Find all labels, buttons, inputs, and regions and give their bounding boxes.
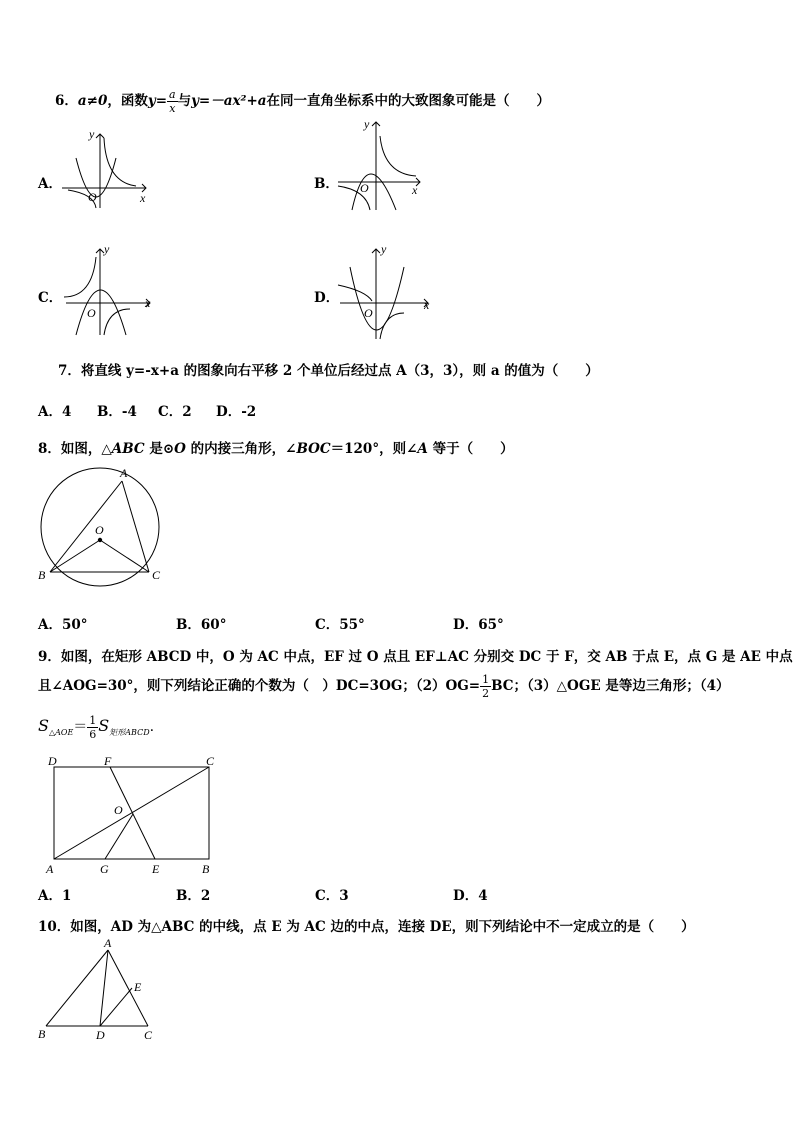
q6-option-c-graph[interactable] [60, 243, 160, 337]
q10-point-b: B [38, 1027, 46, 1041]
q8-circle-figure [34, 462, 170, 588]
q10-point-c: C [144, 1028, 153, 1042]
q9-point-d: D [48, 754, 57, 768]
q10-stem: 10．如图，AD 为△ABC 的中线，点 E 为 AC 边的中点，连接 DE，则下列结论中不一定成立的是（ ） [38, 919, 695, 935]
q6-option-d-label[interactable]: D． [314, 290, 340, 306]
q6-func1-denominator: x [169, 102, 176, 115]
q10-point-d: D [96, 1028, 105, 1042]
q8-point-b: B [38, 568, 46, 582]
q8-text-4: 等于（ ） [427, 441, 514, 457]
q9-option-b[interactable]: B．2 [176, 888, 211, 904]
q10-point-a: A [104, 936, 112, 950]
q6-text-2: 与 [177, 93, 192, 109]
q9-point-b: B [202, 862, 210, 876]
q8-text-2: 的内接三角形， [185, 441, 286, 457]
q8-circle: ⊙O [162, 441, 186, 457]
q9-area-subscript-2: 矩形ABCD [109, 727, 150, 737]
q9-fraction-sixth [87, 714, 98, 741]
q6-a-x-axis-label: x [140, 191, 146, 205]
q9-point-g: G [100, 862, 109, 876]
q6-option-c-label[interactable]: C． [38, 290, 63, 306]
q6-b-origin-label: O [360, 181, 369, 195]
q6-a-y-axis-label: y [89, 128, 95, 141]
q8-angle-a: ∠A [406, 441, 428, 457]
q9-point-o: O [114, 803, 123, 817]
q7-option-c[interactable]: C．2 [158, 404, 192, 420]
q9-option-a[interactable]: A．1 [38, 888, 72, 904]
q6-func1-numerator: a [169, 88, 176, 101]
q7-option-b[interactable]: B．-4 [97, 404, 137, 420]
q6-d-x-axis-label: x [424, 298, 430, 312]
q9-fraction-denominator: 2 [482, 687, 490, 700]
q6-text-1: ，函数 [107, 93, 148, 109]
q9-line2-start: 且∠AOG=30°，则下列结论正确的个数为（ ）DC=3OG；（2）OG= [38, 678, 481, 694]
q7-option-d[interactable]: D．-2 [216, 404, 257, 420]
q9-point-a: A [46, 862, 54, 876]
q8-point-o: O [95, 523, 104, 537]
q9-sixth-numerator: 1 [89, 713, 97, 727]
q8-number: 8．如图， [38, 441, 102, 457]
q8-text-3: ＝120°，则 [330, 441, 407, 457]
q9-stem-line3 [38, 712, 154, 747]
q8-option-a[interactable]: A．50° [38, 617, 88, 633]
q9-point-f: F [104, 754, 112, 768]
q6-d-origin-label: O [364, 306, 373, 320]
q10-point-e: E [134, 980, 142, 994]
q7-stem: 7．将直线 y=-x+a 的图象向右平移 2 个单位后经过点 A（3，3），则 a 的值为（ ） [58, 363, 599, 379]
q9-equals: ＝ [73, 719, 88, 735]
q9-stem-line1: 9．如图，在矩形 ABCD 中，O 为 AC 中点，EF 过 O 点且 EF⊥AC 分别交 DC 于 F，交 AB 于点 E，点 G 是 AE 中点 [38, 649, 793, 665]
q6-d-y-axis-label: y [381, 243, 387, 256]
q9-point-e: E [152, 862, 160, 876]
q9-option-c[interactable]: C．3 [315, 888, 349, 904]
q9-fraction-numerator: 1 [482, 673, 490, 686]
q6-func2: y=－ax²+a [191, 93, 267, 109]
q8-point-c: C [152, 568, 161, 582]
q9-fraction-half [480, 673, 491, 700]
q6-option-a-graph[interactable] [60, 128, 155, 210]
q9-area-subscript-1: △AOE [48, 727, 74, 737]
q9-rectangle-figure [40, 752, 220, 876]
q6-number: 6． [55, 93, 78, 109]
q8-angle-boc: ∠BOC [285, 441, 331, 457]
q6-b-y-axis-label: y [364, 118, 370, 131]
q8-option-c[interactable]: C．55° [315, 617, 365, 633]
q6-option-b-graph[interactable] [336, 118, 431, 212]
q6-text-3: 在同一直角坐标系中的大致图象可能是（ ） [266, 93, 551, 109]
q9-line3-end: . [149, 719, 155, 735]
q8-triangle: △ABC [101, 441, 145, 457]
q6-c-origin-label: O [87, 306, 96, 320]
q8-point-a: A [120, 466, 128, 480]
q6-func1-fraction [167, 88, 178, 115]
q8-option-d[interactable]: D．65° [453, 617, 504, 633]
q9-option-d[interactable]: D．4 [453, 888, 488, 904]
q6-func1-lhs: y= [147, 93, 168, 109]
q6-stem [55, 88, 550, 115]
q10-triangle-figure [34, 936, 160, 1042]
q9-line2-end: BC；（3）△OGE 是等边三角形；（4） [491, 678, 730, 694]
q6-a-origin-label: O [88, 190, 97, 204]
q8-option-b[interactable]: B．60° [176, 617, 227, 633]
q8-stem [38, 437, 514, 457]
q6-c-x-axis-label: x [145, 296, 151, 310]
q7-option-a[interactable]: A．4 [38, 404, 72, 420]
q6-b-x-axis-label: x [412, 183, 418, 197]
q9-area-symbol-2: S [98, 716, 110, 735]
q8-text-1: 是 [144, 441, 163, 457]
q9-sixth-denominator: 6 [89, 727, 97, 741]
q6-c-y-axis-label: y [104, 243, 110, 256]
q9-point-c: C [206, 754, 215, 768]
q6-option-a-label[interactable]: A． [38, 176, 62, 192]
q6-option-d-graph[interactable] [336, 243, 436, 343]
q6-condition: a≠0 [77, 93, 108, 109]
q9-area-symbol-1: S [38, 716, 49, 735]
q9-stem-line2 [38, 672, 729, 700]
q6-option-b-label[interactable]: B． [314, 176, 339, 192]
